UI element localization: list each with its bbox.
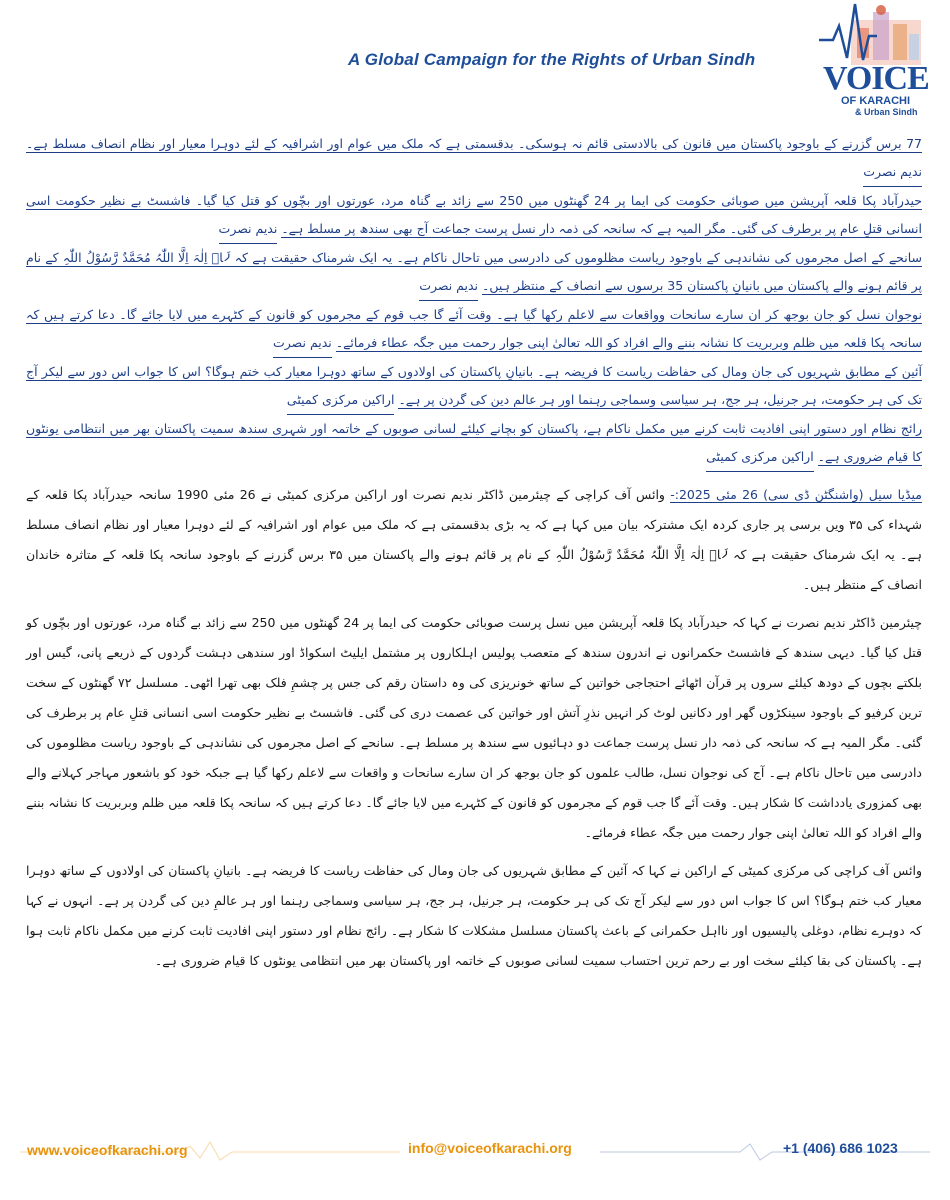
section-spacer: [26, 472, 922, 480]
phone-number[interactable]: +1 (406) 686 1023: [783, 1140, 898, 1156]
lead-text: وائس آف کراچی کے چیئرمین ڈاکٹر ندیم نصرت اور اراکین مرکزی کمیٹی نے 26 مئی 1990 سانحہ حیدرآباد پکا قلعہ کے شہداء کی ۳۵ ویں برسی پر جاری کردہ ایک مشترکہ بیان میں کہا ہے کہ یہ بڑی بدقسمتی ہے کہ ملک میں عوام اور اشرافیہ کے لئے دوہرا معیار اور نظام انصاف مسلط ہے۔ یہ ایک شرمناک حقیقت ہے کہ لَاۤ اِلٰہَ اِلَّا اللّٰہُ مُحَمَّدٌ رَّسُوْلُ اللّٰہِ کے نام پر قائم ہونے والے پاکستان میں ۳۵ برس گزرنے کے باوجود سانحہ پکا قلعہ کے متاثرہ خاندان انصاف کے منتظر ہیں۔: [26, 487, 922, 592]
highlight-quote: [26, 358, 922, 415]
highlight-text: 77 برس گزرنے کے باوجود پاکستان میں قانون کی بالادستی قائم نہ ہوسکی۔ بدقسمتی ہے کہ ملک میں عوام اور اشرافیہ کے لئے دوہرا معیار اور نظام انصاف مسلط ہے۔: [26, 136, 922, 151]
lead-paragraph: [26, 480, 922, 600]
website-link[interactable]: www.voiceofkarachi.org: [27, 1142, 188, 1158]
voice-of-karachi-logo: [811, 0, 936, 118]
press-release-body: [26, 130, 922, 984]
highlight-quote: [26, 187, 922, 244]
highlight-quote: [26, 415, 922, 472]
highlight-text: حیدرآباد پکا قلعہ آپریشن میں صوبائی حکومت کی ایما پر 24 گھنٹوں میں 250 سے زائد بے گناہ مرد، عورتوں اور بچّوں کو قتل کیا گیا۔ فاشسٹ بے نظیر حکومت اسی انسانی قتلِ عام پر برطرف کی گئی۔ مگر المیہ ہے کہ سانحہ کی ذمہ دار نسل پرست جماعت آج بھی سندھ پر مسلط ہے۔: [26, 193, 923, 236]
dateline: میڈیا سیل (واشنگٹن ڈی سی) 26 مئی 2025:-: [670, 487, 922, 502]
letterhead: [0, 0, 950, 118]
highlight-quote: [26, 301, 922, 358]
logo-tagline: & Urban Sindh: [855, 107, 918, 117]
highlight-text: آئین کے مطابق شہریوں کی جان ومال کی حفاظت ریاست کا فریضہ ہے۔ بانیانِ پاکستان کی اولادوں کے ساتھ دوہرا معیار کب ختم ہوگا؟ اس کا جواب اس دور سے لیکر آج تک کی ہر حکومت، ہر جرنیل، ہر جج، ہر سیاسی وسماجی رہنما اور ہر عالمِ دین کی گردن پر ہے۔: [26, 364, 922, 407]
body-paragraph: چیئرمین ڈاکٹر ندیم نصرت نے کہا کہ حیدرآباد پکا قلعہ آپریشن میں نسل پرست صوبائی حکومت کی ایما پر 24 گھنٹوں میں 250 سے زائد بے گناہ مرد، عورتوں اور بچّوں کو قتل کیا گیا۔ دیہی سندھ کے فاشسٹ حکمرانوں نے اندرون سندھ کے متعصب پولیس اہلکاروں پر مشتمل ایلیٹ اسکواڈ اور سندھی دہشت گردوں کے ذریعے پانی، گیس اور بلکتے بچوں کے دودھ کیلئے سروں پر قرآن اٹھائے احتجاجی خواتین کے ساتھ خونریزی کی وہ داستان رقم کی جس پر چشمِ فلک بھی تھرا اٹھی۔ مسلسل ۷۲ گھنٹوں کے سخت ترین کرفیو کے باوجود سینکڑوں گھر اور دکانیں لوٹ کر انہیں نذرِ آتش اور خواتین کی عصمت دری کی گئی۔ فاشسٹ بے نظیر حکومت اسی انسانی قتلِ عام پر برطرف کی گئی۔ مگر المیہ ہے کہ سانحہ کی ذمہ دار نسل پرست جماعت دو دہائیوں سے سندھ پر مسلط ہے۔ سانحے کے اصل مجرموں کی نشاندہی کے باوجود ریاست مظلوموں کی دادرسی میں تاحال ناکام ہے۔ آج کی نوجوان نسل، طالب علموں کو جان بوجھ کر ان سارے سانحات و واقعات سے لاعلم رکھا گیا ہے جبکہ خود کو باشعور مہاجر کہلانے والے بھی کمزوری یادداشت کا شکار ہیں۔ وقت آئے گا جب قوم کے مجرموں کو قانون کے کٹہرے میں لایا جائے گا۔ دعا کرتے ہیں کہ سانحہ پکا قلعہ میں ظلم وبربریت کا نشانہ بننے والے افراد کو اللہ تعالیٰ اپنی جوار رحمت میں جگہ عطاء فرمائے۔: [26, 615, 923, 840]
highlight-text: سانحے کے اصل مجرموں کی نشاندہی کے باوجود ریاست مظلوموں کی دادرسی میں تاحال ناکام ہے۔ یہ ایک شرمناک حقیقت ہے کہ لَاۤ اِلٰہَ اِلَّا اللّٰہُ مُحَمَّدٌ رَّسُوْلُ اللّٰہِ کے نام پر قائم ہونے والے پاکستان میں بانیانِ پاکستان 35 برسوں سے انصاف کے منتظر ہیں۔: [26, 250, 922, 293]
highlight-text: نوجوان نسل کو جان بوجھ کر ان سارے سانحات وواقعات سے لاعلم رکھا گیا ہے۔ وقت آئے گا جب قوم کے مجرموں کو قانون کے کٹہرے میں لایا جائے گا۔ دعا کرتے ہیں کہ سانحہ پکا قلعہ میں ظلم وبربریت کا نشانہ بننے والے افراد کو اللہ تعالیٰ اپنی جوار رحمت میں جگہ عطاء فرمائے۔: [26, 307, 922, 350]
logo-title: VOICE: [823, 60, 929, 97]
highlight-signature: اراکین مرکزی کمیٹی: [287, 386, 395, 415]
highlight-quote: [26, 244, 922, 301]
campaign-tagline: A Global Campaign for the Rights of Urban Sindh: [348, 50, 756, 69]
highlight-quote: [26, 130, 922, 187]
footer: [0, 1130, 950, 1200]
body-paragraph: وائس آف کراچی کی مرکزی کمیٹی کے اراکین نے کہا کہ آئین کے مطابق شہریوں کی جان ومال کی حفاظت ریاست کا فریضہ ہے۔ بانیانِ پاکستان کی اولادوں کے ساتھ دوہرا معیار کب ختم ہوگا؟ اس کا جواب اس دور سے لیکر آج تک کی ہر حکومت، ہر جرنیل، ہر جج، ہر سیاسی وسماجی رہنما اور ہر عالمِ دین کی گردن پر ہے۔ انہوں نے کہا کہ دوہرے نظام، دوغلی پالیسیوں اور نااہل حکمرانی کے باعث پاکستان مسلسل مشکلات کا شکار ہے۔ رائج نظام اور دستور اپنی افادیت ثابت کرنے میں مکمل ناکام ثابت ہوا ہے۔ پاکستان کی بقا کیلئے سخت اور بے رحم ترین احتساب سمیت لسانی صوبوں کے خاتمہ اور پاکستان بھر میں انتظامی یونٹوں کا قیام ضروری ہے۔: [26, 863, 922, 968]
highlight-text: رائج نظام اور دستور اپنی افادیت ثابت کرنے میں مکمل ناکام ہے، پاکستان کو بچانے کیلئے لسانی صوبوں کے خاتمہ اور شہری سندھ سمیت پاکستان بھر میں انتظامی یونٹوں کا قیام ضروری ہے۔: [26, 421, 922, 464]
highlight-signature: ندیم نصرت: [273, 329, 332, 358]
logo-subtitle: OF KARACHI: [841, 95, 911, 107]
highlight-signature: ندیم نصرت: [219, 215, 278, 244]
highlight-signature: اراکین مرکزی کمیٹی: [706, 443, 814, 472]
highlight-signature: ندیم نصرت: [419, 272, 478, 301]
email-link[interactable]: info@voiceofkarachi.org: [408, 1140, 572, 1156]
highlight-signature: ندیم نصرت: [863, 158, 922, 187]
